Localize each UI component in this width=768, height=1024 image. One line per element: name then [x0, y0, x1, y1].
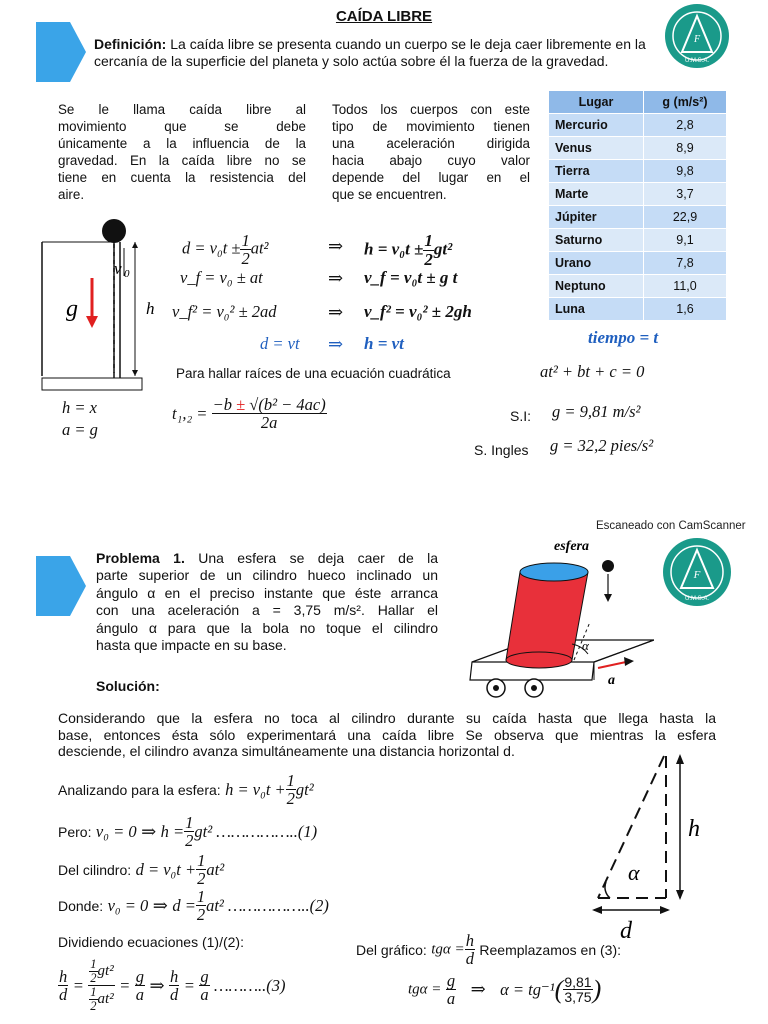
analysis-line-2 [58, 814, 317, 850]
eq-text: h = v₀t ± [364, 239, 424, 259]
frac-den: 2 [241, 249, 250, 269]
table-row [549, 137, 727, 160]
table-row [549, 114, 727, 137]
solution-heading: Solución: [96, 678, 160, 694]
analysis-line-3 [58, 852, 224, 888]
table-row [549, 206, 727, 229]
frac-den: 2 [196, 905, 206, 925]
table-header-cell: Lugar [549, 91, 644, 114]
eq-text: tgα = [408, 981, 442, 998]
quadratic-formula [172, 396, 327, 432]
alpha-label: α [582, 638, 589, 653]
equation-4-left: d = vt [260, 334, 300, 353]
triangle-h-label: h [688, 816, 700, 842]
table-cell: Saturno [549, 229, 644, 252]
col2-line: tipo de movimiento tienen [332, 119, 530, 134]
table-cell: 1,6 [644, 298, 727, 321]
implies-arrow: ⇒ [470, 979, 486, 1000]
tiempo-label: tiempo = t [588, 328, 659, 347]
acceleration-label: a [608, 673, 615, 688]
equation-2-right: v_f = v₀t ± g t [364, 268, 458, 287]
eq-text: v₀ = 0 [107, 895, 149, 915]
table-cell: Luna [549, 298, 644, 321]
frac-den: a [200, 985, 209, 1005]
esfera-label: esfera [554, 539, 589, 554]
frac-den: d [59, 985, 68, 1005]
solution-line: base, entonces ésta sólo experimentará una caída libre Se observa que mientras la esfera [58, 726, 716, 743]
frac-num: g [200, 966, 209, 986]
problem-line: Una esfera se deja caer de la [198, 550, 439, 566]
frac-den: 2 [185, 831, 194, 851]
eq-text: ± [236, 395, 246, 414]
table-cell: 7,8 [644, 252, 727, 275]
frac-num: 1 [286, 771, 295, 790]
frac-den: 2 [90, 999, 97, 1014]
definition-block [94, 36, 654, 70]
table-cell: Júpiter [549, 206, 644, 229]
university-logo [656, 2, 738, 70]
a-equals-g: a = g [62, 420, 98, 439]
col2-line: hacia abajo cuyo valor [332, 153, 530, 168]
eq-text: at² ……………..(2) [206, 895, 329, 915]
table-cell: 9,1 [644, 229, 727, 252]
table-header-cell: g (m/s²) [644, 91, 727, 114]
analysis-line-4 [58, 888, 329, 924]
v0-label: v [114, 259, 122, 278]
table-row [549, 229, 727, 252]
frac-den: a [446, 989, 456, 1009]
page-title: CAÍDA LIBRE [335, 8, 433, 25]
frac-num: 1 [90, 985, 97, 1000]
equation-3-left: v_f² = v₀² ± 2ad [172, 302, 277, 321]
solution-line: desciende, el cilindro avanza simultáneamente una distancia horizontal d. [58, 743, 515, 760]
table-row [549, 160, 727, 183]
eq-text: gt² [295, 779, 314, 799]
table-cell: 11,0 [644, 275, 727, 298]
quadratic-text: Para hallar raíces de una ecuación cuadrática [176, 366, 451, 381]
free-fall-diagram [38, 218, 168, 394]
logo-text: U.M.S.A. [684, 596, 710, 602]
h-equals-x: h = x [62, 398, 97, 417]
analysis-label: Reemplazamos en (3): [479, 941, 622, 958]
triangle-d-label: d [620, 918, 632, 944]
frac-den: d [465, 949, 474, 969]
table-cell: Mercurio [549, 114, 644, 137]
col1-line: movimiento que se debe [58, 119, 306, 134]
frac-num: h [465, 931, 474, 950]
frac-num: h [59, 966, 68, 986]
eq-text: ………..(3) [214, 975, 286, 995]
division-equation: $\frac{h}{d}$ = $\frac{1}{2}$ gt² $\frac{1}{2}$ at² = $\frac{g}{a}$ ⇒ $\frac{h}{d}$ = $\frac{g}{a}$ ………..(3) [59, 957, 286, 1014]
university-logo-2 [652, 536, 742, 608]
height-label: h [146, 299, 155, 318]
table-cell: Venus [549, 137, 644, 160]
col2-line: Todos los cuerpos con este [332, 102, 530, 117]
si-label: S.I: [510, 408, 532, 424]
eq-text: at² [97, 991, 114, 1008]
table-row [549, 275, 727, 298]
col2-line: una aceleración dirigida [332, 136, 530, 151]
table-cell: 9,8 [644, 160, 727, 183]
analysis-label: Pero: [58, 823, 92, 840]
table-cell: Neptuno [549, 275, 644, 298]
analysis-line-1 [58, 772, 314, 808]
col1-line: únicamente a la influencia de la [58, 136, 306, 151]
v0-sub: 0 [124, 268, 130, 280]
frac-num: 9,81 [564, 973, 592, 990]
frac-num: 1 [196, 887, 206, 906]
svg-text:F: F [693, 569, 701, 581]
col2-line: depende del lugar en el [332, 170, 530, 185]
eq-text: 2a [260, 413, 278, 433]
frac-den: a [135, 985, 145, 1005]
column-2-text [332, 101, 530, 203]
eq-text: at² [250, 238, 269, 258]
eq-text: gt² [97, 963, 114, 980]
bookmark-arrow-icon [30, 550, 90, 630]
equation-3-right: v_f² = v₀² ± 2gh [364, 302, 472, 321]
implies-arrow: ⇒ [328, 302, 344, 322]
frac-den: 3,75 [564, 989, 592, 1006]
definition-label: Definición: [94, 36, 167, 52]
frac-num: 1 [185, 813, 194, 832]
bookmark-arrow-icon [30, 16, 90, 96]
analysis-label: Analizando para la esfera: [58, 781, 221, 798]
column-1-text [58, 101, 306, 203]
eq-text: gt² ……………..(1) [194, 821, 318, 841]
gravity-table [548, 90, 727, 321]
scanner-watermark: Escaneado con CamScanner [596, 520, 746, 532]
analysis-label: Del gráfico: [356, 941, 427, 958]
analysis-label: Del cilindro: [58, 861, 132, 878]
frac-num: 1 [90, 957, 97, 971]
problem-statement [96, 550, 438, 654]
graph-relation [356, 932, 621, 968]
eq-text: d = v₀t + [135, 859, 197, 879]
eq-text: h = v₀t + [225, 779, 286, 799]
analysis-label: Donde: [58, 897, 104, 914]
logo-text: U.M.S.A. [684, 58, 710, 64]
cylinder-figure [432, 532, 654, 704]
eq-text: α = tg⁻¹ [500, 979, 555, 999]
table-cell: Marte [549, 183, 644, 206]
col1-line: Se le llama caída libre al [58, 102, 306, 117]
problem-label: Problema 1. [96, 550, 185, 566]
eq-text: gt² [433, 239, 453, 259]
solution-line: Considerando que la esfera no toca al cilindro durante su caída hasta que llega hasta la [58, 710, 716, 726]
eq-text: −b [212, 395, 232, 414]
equation-2-left: v_f = v₀ ± at [180, 268, 263, 287]
problem-line: hasta que impacte en su base. [96, 637, 287, 654]
eq-text: at² [206, 859, 225, 879]
equation-4-right: h = vt [364, 334, 404, 353]
implies-arrow: ⇒ [141, 821, 157, 842]
col1-line: aire. [58, 187, 85, 202]
problem-line: parte superior de un cilindro hueco inclinado un [96, 567, 438, 584]
si-equation: g = 9,81 m/s² [552, 402, 641, 421]
eq-text: v₀ = 0 [95, 821, 137, 841]
eq-text: tgα = [431, 941, 465, 958]
problem-line: ángulo α para que la bola no toque el cilindro [96, 619, 438, 636]
frac-num: g [446, 971, 456, 990]
implies-arrow: ⇒ [328, 236, 344, 256]
triangle-alpha-label: α [628, 860, 640, 885]
table-row [549, 298, 727, 321]
implies-arrow: ⇒ [149, 975, 165, 996]
table-cell: 2,8 [644, 114, 727, 137]
gravity-label: g [66, 296, 78, 322]
definition-text: La caída libre se presenta cuando un cuerpo se le deja caer libremente en la cercanía de la superficie del planeta y solo actúa sobre él la fuerza de la gravedad. [94, 36, 646, 69]
ingles-label: S. Ingles [474, 442, 529, 458]
problem-line: con una aceleración a = 3,75 m/s². Hallar el [96, 602, 438, 619]
frac-num: 1 [241, 231, 250, 250]
implies-arrow: ⇒ [328, 268, 344, 288]
frac-den: 2 [197, 869, 206, 889]
svg-text:F: F [693, 34, 701, 45]
table-header-row [549, 91, 727, 114]
quadratic-equation: at² + bt + c = 0 [540, 362, 645, 381]
table-cell: Urano [549, 252, 644, 275]
frac-den: 2 [286, 789, 295, 809]
tangent-equation: tgα = $\frac{g}{a}$ ⇒ α = tg⁻¹( $\frac{9,81}{3,75}$ ) [408, 971, 602, 1009]
table-row [549, 252, 727, 275]
ingles-equation: g = 32,2 pies/s² [550, 436, 654, 455]
frac-den: d [170, 985, 179, 1005]
table-cell: 3,7 [644, 183, 727, 206]
col2-line: que se encuentren. [332, 187, 447, 202]
eq-text: d = [172, 895, 196, 915]
triangle-figure [584, 748, 724, 944]
col1-line: gravedad. En la caída libre no se [58, 153, 306, 168]
equation-1-left [182, 232, 269, 268]
analysis-line-5: Dividiendo ecuaciones (1)/(2): [58, 934, 244, 950]
col1-line: tiene en cuenta la resistencia del [58, 170, 306, 185]
frac-num: g [135, 966, 145, 986]
table-cell: Tierra [549, 160, 644, 183]
frac-num: 1 [424, 231, 433, 250]
frac-den: 2 [90, 971, 97, 986]
problem-line: ángulo α en el preciso instante que éste arranca [96, 584, 438, 601]
eq-text: √(b² − 4ac) [249, 395, 326, 414]
frac-num: 1 [197, 851, 206, 870]
implies-arrow: ⇒ [152, 895, 168, 916]
implies-arrow: ⇒ [328, 334, 344, 354]
eq-text: t₁,₂ = [172, 403, 208, 423]
table-cell: 8,9 [644, 137, 727, 160]
eq-text: h = [160, 821, 185, 841]
equation-1-right [364, 232, 452, 269]
eq-text: d = v₀t ± [182, 238, 241, 258]
table-cell: 22,9 [644, 206, 727, 229]
frac-num: h [170, 966, 179, 986]
frac-den: 2 [424, 249, 433, 269]
table-row [549, 183, 727, 206]
